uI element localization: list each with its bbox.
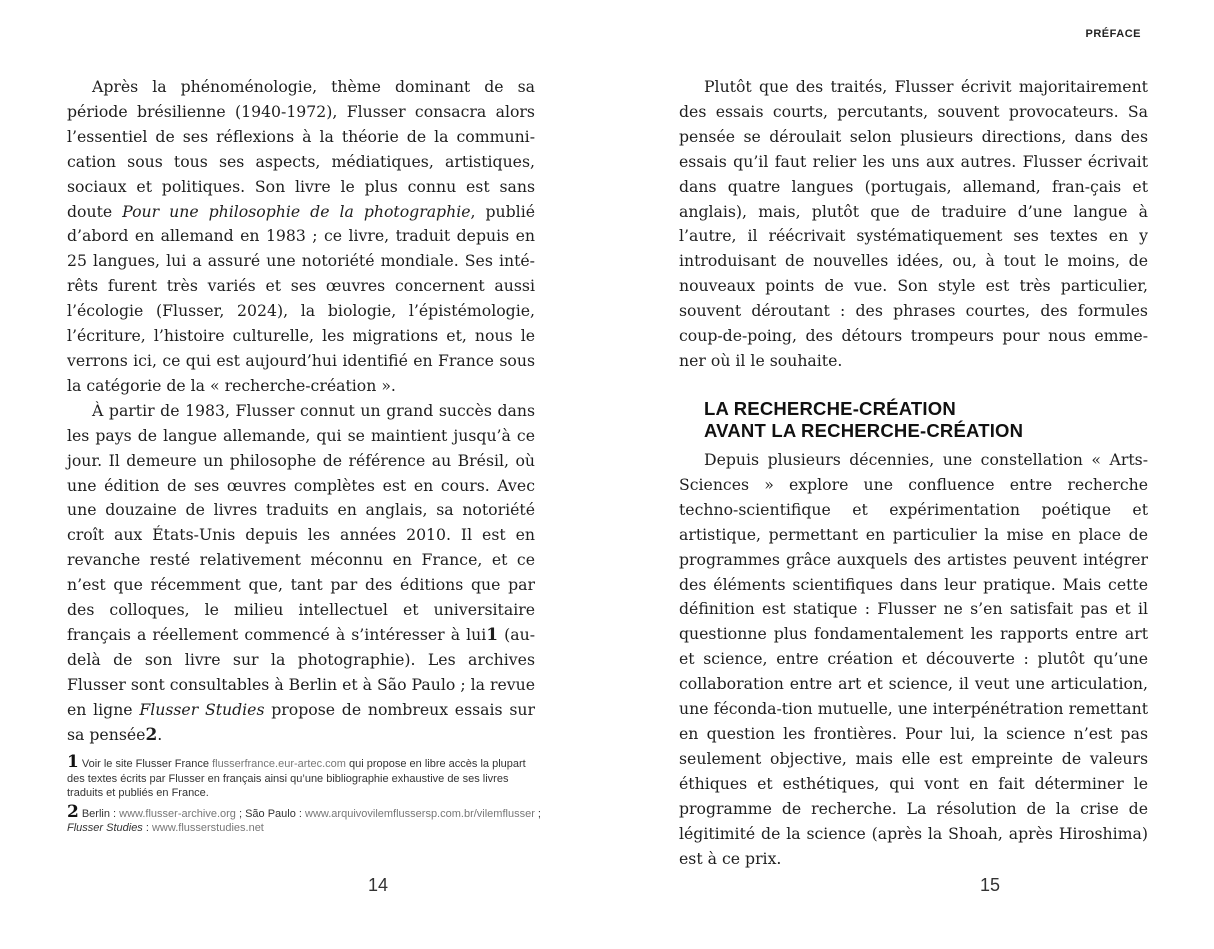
left-body-text (67, 75, 535, 747)
text-segment: (au-delà de son livre sur la photographie). Les archives Flusser sont consultables à Berlin et à São Paulo ; la revue en ligne (67, 624, 535, 719)
text-segment: À partir de 1983, Flusser connut un grand succès dans les pays de langue allemande, qui se maintient jusqu’à ce jour. Il demeure un philosophe de référence au Brésil, où une édition de ses œuvres complètes est en cours. Avec une douzaine de livres traduits en anglais, sa notoriété croît aux États-Unis depuis les années 2010. Il est en revanche resté relativement méconnu en France, et ce n’est que récemment que, tant par des éditions que par des colloques, le milieu intellectuel et universitaire français a réellement commencé à s’intéresser à lui (67, 400, 535, 644)
footnote-text: : (142, 822, 152, 834)
book-title: Pour une philosophie de la photographie (122, 201, 471, 221)
footnotes (67, 752, 542, 840)
page-number-left: 14 (367, 875, 389, 895)
left-paragraph-1 (67, 75, 535, 399)
footnote-text: ; São Paulo : (235, 807, 306, 820)
section-heading-line-2: AVANT LA RECHERCHE-CRÉATION (704, 420, 1024, 441)
section-heading-line-1: LA RECHERCHE-CRÉATION (704, 398, 956, 419)
text-segment: . (157, 724, 163, 744)
right-body-text-2 (679, 448, 1148, 871)
footnote-number: 1 (67, 752, 79, 772)
right-body-text-1 (679, 75, 1148, 374)
text-segment: Après la phénoménologie, thème dominant de sa période brésilienne (1940-1972), Flusser consacra alors l’essentiel de ses réflexions à la théorie de la communi-cation sous tous ses aspects, médiatiques, artistiques, sociaux et politiques. Son livre le plus connu est sans doute (67, 77, 535, 221)
right-paragraph-1: Plutôt que des traités, Flusser écrivit majoritairement des essais courts, percutants, souvent provocateurs. Sa pensée se déroulait selon plusieurs directions, dans des essais qu’il faut relier les uns aux autres. Flusser écrivait dans quatre langues (portugais, allemand, fran-çais et anglais), mais, plutôt que de traduire d’une langue à l’autre, il réécrivait systématiquement ses textes en y introduisant de nouvelles idées, ou, à tout le moins, de nouveaux points de vue. Son style est très particulier, souvent déroutant : des phrases courtes, des formules coup-de-poing, des détours trompeurs pour nous emme-ner où il le souhaite. (679, 77, 1148, 370)
footnote-link[interactable]: flusserfrance.eur-artec.com (212, 758, 346, 770)
text-segment: , publié d’abord en allemand en 1983 ; ce livre, traduit depuis en 25 langues, lui a assuré une notoriété mondiale. Ses inté-rêts furent très variés et ses œuvres concernent aussi l’écologie (Flusser, 2024), la biologie, l’épistémologie, l’écriture, l’histoire culturelle, les migrations et, nous le verrons ici, ce qui est aujourd’hui identifié en France sous la catégorie de la « recherche-création ». (67, 201, 535, 395)
footnote-link[interactable]: www.flusserstudies.net (151, 822, 264, 834)
journal-title: Flusser Studies (139, 699, 265, 719)
footnote-text: Voir le site Flusser France (81, 758, 213, 770)
footnote-text: qui propose en libre accès la plupart des textes écrits par Flusser en français ainsi qu’une bibliographie exhaustive de ses livres traduits et publiés en France. (67, 758, 526, 799)
footnote-ref-2[interactable]: 2 (145, 724, 158, 745)
text-segment: propose de nombreux essais sur sa pensée (67, 699, 535, 744)
footnote-link[interactable]: www.arquivovilemflussersp.com.br/vilemflusser (305, 807, 535, 820)
footnote-2 (67, 801, 542, 836)
footnote-italic: Flusser Studies (67, 822, 143, 834)
footnote-1 (67, 752, 542, 801)
footnote-text: ; (534, 807, 541, 820)
right-page (607, 0, 1214, 949)
page-number-right: 15 (979, 875, 1001, 895)
footnote-number: 2 (67, 801, 79, 822)
left-paragraph-2 (67, 399, 535, 748)
right-paragraph-2: Depuis plusieurs décennies, une constellation « Arts-Sciences » explore une confluence entre recherche techno-scientifique et expérimentation poétique et artistique, permettant en particulier la mise en place de programmes grâce auxquels des artistes peuvent intégrer des éléments scientifiques dans leur pratique. Mais cette définition est statique : Flusser ne s’en satisfait pas et il questionne plus fondamentalement les rapports entre art et science, entre création et découverte : plutôt qu’une collaboration entre art et science, il veut une articulation, une féconda-tion mutuelle, une interpénétration remettant en question les frontières. Pour lui, la science n’est pas seulement objective, mais elle est empreinte de valeurs éthiques et esthétiques, qui vont en fait déterminer le programme de recherche. La résolution de la crise de légitimité de la science (après la Shoah, après Hiroshima) est à ce prix. (679, 450, 1148, 868)
footnote-ref-1[interactable]: 1 (486, 624, 499, 645)
footnote-text: Berlin : (81, 807, 120, 820)
section-heading (704, 398, 1144, 442)
footnote-link[interactable]: www.flusser-archive.org (119, 807, 236, 820)
running-head: PRÉFACE (1085, 28, 1141, 40)
